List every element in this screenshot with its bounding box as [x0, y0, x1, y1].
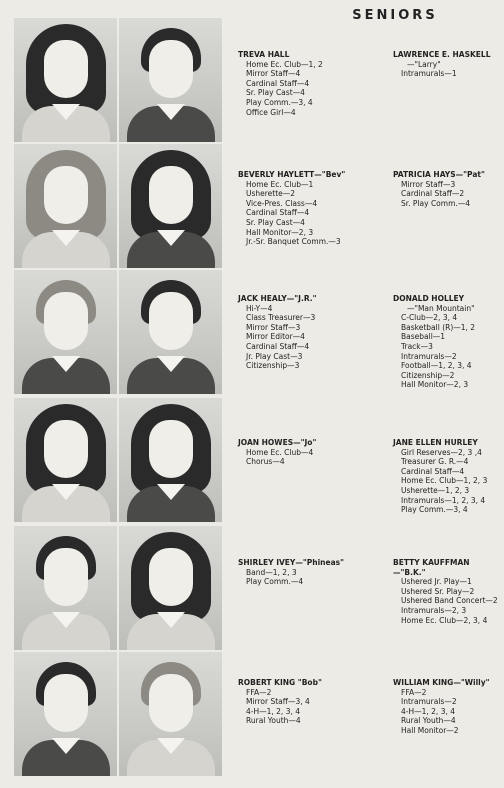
activity-item: Office Girl—4 — [246, 107, 296, 117]
activity-item: Rural Youth—4 — [401, 716, 456, 726]
portrait-photo — [119, 144, 222, 268]
senior-name: JANE ELLEN HURLEY — [393, 438, 478, 447]
photo-row-6 — [14, 652, 222, 776]
senior-entry — [238, 558, 388, 587]
portrait-photo — [14, 652, 117, 776]
senior-entry — [238, 170, 388, 247]
activity-item: Mirror Staff—3, 4 — [246, 697, 310, 707]
portrait-photo — [119, 526, 222, 650]
activity-item: Mirror Staff—3 — [401, 179, 456, 189]
activity-item: Home Ec. Club—4 — [246, 447, 314, 457]
activity-item: Rural Youth—4 — [246, 716, 301, 726]
activity-item: Jr. Play Cast—3 — [246, 351, 303, 361]
activity-item: Cardinal Staff—4 — [246, 341, 310, 351]
senior-name: DONALD HOLLEY — [393, 294, 465, 303]
activity-item: Home Ec. Club—1, 2 — [246, 59, 323, 69]
activity-item: Football—1, 2, 3, 4 — [401, 361, 472, 371]
activity-item: Citizenship—3 — [246, 361, 300, 371]
activity-item: Treasurer G. R.—4 — [401, 457, 469, 467]
senior-name: WILLIAM KING—"Willy" — [393, 678, 490, 687]
activity-item: Cardinal Staff—4 — [246, 208, 310, 218]
activity-item: 4-H—1, 2, 3, 4 — [246, 706, 301, 716]
senior-name: BETTY KAUFFMAN—"B.K." — [393, 558, 470, 577]
activity-item: Intramurals—2 — [401, 697, 457, 707]
activity-item: Citizenship—2 — [401, 370, 455, 380]
activity-item: Cardinal Staff—2 — [401, 189, 465, 199]
activity-item: Girl Reserves—2, 3 ,4 — [401, 447, 482, 457]
senior-name: ROBERT KING "Bob" — [238, 678, 322, 687]
photo-row-4 — [14, 398, 222, 522]
senior-nickname: —"Man Mountain" — [407, 303, 475, 313]
activity-item: Play Comm.—4 — [246, 577, 304, 587]
activity-item: Chorus—4 — [246, 457, 285, 467]
activity-item: Usherette—1, 2, 3 — [401, 485, 470, 495]
senior-name: TREVA HALL — [238, 50, 290, 59]
senior-entry — [393, 294, 501, 390]
portrait-photo — [14, 144, 117, 268]
senior-name: JOAN HOWES—"Jo" — [238, 438, 317, 447]
activity-item: Mirror Staff—3 — [246, 322, 301, 332]
photo-row-5 — [14, 526, 222, 650]
senior-entry — [238, 50, 388, 117]
portrait-photo — [119, 398, 222, 522]
photo-row-2 — [14, 144, 222, 268]
activity-item: Hi-Y—4 — [246, 303, 273, 313]
activity-item: Cardinal Staff—4 — [401, 466, 465, 476]
portrait-photo — [119, 18, 222, 142]
senior-entry — [393, 438, 501, 515]
activity-item: Usherette—2 — [246, 189, 296, 199]
activity-item: Basketball (R)—1, 2 — [401, 322, 476, 332]
activity-item: Band—1, 2, 3 — [246, 567, 297, 577]
senior-entry — [393, 170, 501, 208]
senior-entry — [238, 678, 388, 726]
activity-item: Ushered Band Concert—2 — [401, 596, 498, 606]
activity-item: Intramurals—2 — [401, 351, 457, 361]
activity-item: Ushered Jr. Play—1 — [401, 577, 472, 587]
portrait-photo — [14, 270, 117, 394]
activity-item: C-Club—2, 3, 4 — [401, 313, 458, 323]
activity-item: Play Comm.—3, 4 — [246, 97, 313, 107]
activity-item: Class Treasurer—3 — [246, 313, 316, 323]
senior-name: SHIRLEY IVEY—"Phineas" — [238, 558, 345, 567]
activity-item: Intramurals—1, 2, 3, 4 — [401, 495, 486, 505]
senior-name: LAWRENCE E. HASKELL — [393, 50, 491, 59]
activity-item: Vice-Pres. Class—4 — [246, 198, 318, 208]
senior-entry — [393, 50, 501, 79]
activity-item: Intramurals—2, 3 — [401, 605, 467, 615]
activity-item: Track—3 — [401, 341, 433, 351]
activity-item: Hall Monitor—2, 3 — [246, 227, 314, 237]
activity-item: FFA—2 — [246, 687, 272, 697]
senior-entry — [393, 678, 501, 736]
activity-item: Home Ec. Club—2, 3, 4 — [401, 615, 488, 625]
activity-item: Baseball—1 — [401, 332, 446, 342]
senior-entry — [238, 438, 388, 467]
activity-item: Home Ec. Club—1, 2, 3 — [401, 476, 488, 486]
photo-row-1 — [14, 18, 222, 142]
activity-item: Intramurals—1 — [401, 69, 457, 79]
activity-item: Cardinal Staff—4 — [246, 78, 310, 88]
activity-item: Ushered Sr. Play—2 — [401, 586, 475, 596]
portrait-photo — [14, 526, 117, 650]
portrait-photo — [119, 270, 222, 394]
activity-item: Jr.-Sr. Banquet Comm.—3 — [246, 237, 341, 247]
activity-item: Mirror Staff—4 — [246, 69, 301, 79]
activity-item: Sr. Play Cast—4 — [246, 88, 305, 98]
activity-item: 4-H—1, 2, 3, 4 — [401, 706, 456, 716]
portrait-photo — [119, 652, 222, 776]
activity-item: FFA—2 — [401, 687, 427, 697]
senior-nickname: —"Larry" — [407, 59, 441, 69]
senior-entry — [393, 558, 501, 625]
activity-item: Mirror Editor—4 — [246, 332, 305, 342]
activity-item: Home Ec. Club—1 — [246, 179, 314, 189]
portrait-photo — [14, 18, 117, 142]
page-title: SENIORS — [352, 8, 438, 23]
photo-row-3 — [14, 270, 222, 394]
senior-name: BEVERLY HAYLETT—"Bev" — [238, 170, 346, 179]
senior-name: PATRICIA HAYS—"Pat" — [393, 170, 485, 179]
portrait-photo — [14, 398, 117, 522]
activity-item: Sr. Play Cast—4 — [246, 217, 305, 227]
activity-item: Play Comm.—3, 4 — [401, 505, 468, 515]
activity-item: Sr. Play Comm.—4 — [401, 198, 471, 208]
senior-name: JACK HEALY—"J.R." — [238, 294, 317, 303]
activity-item: Hall Monitor—2 — [401, 725, 459, 735]
senior-entry — [238, 294, 388, 371]
activity-item: Hall Monitor—2, 3 — [401, 380, 469, 390]
